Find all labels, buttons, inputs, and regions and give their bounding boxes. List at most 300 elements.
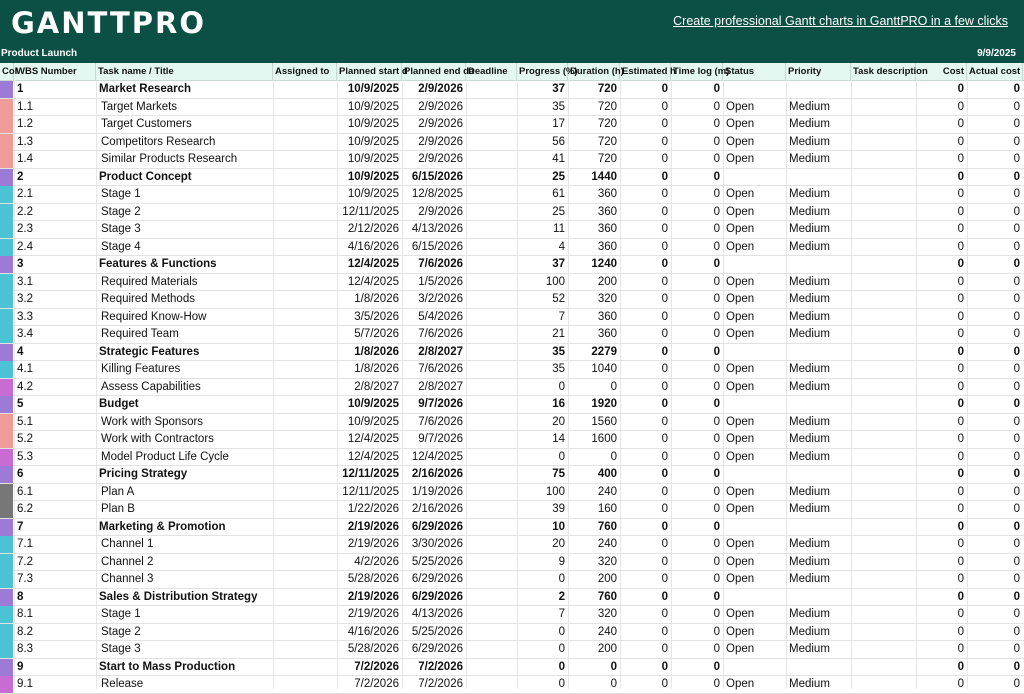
cell-task[interactable]: Work with Contractors xyxy=(101,433,214,445)
cell-cost[interactable]: 0 xyxy=(957,450,964,463)
cell-priority[interactable]: Medium xyxy=(789,363,830,375)
cell-task[interactable]: Killing Features xyxy=(101,363,181,375)
cell-duration[interactable]: 1040 xyxy=(591,363,617,375)
cell-cost[interactable]: 0 xyxy=(957,258,964,270)
cell-duration[interactable]: 320 xyxy=(597,608,617,620)
cell-actual[interactable]: 0 xyxy=(1013,293,1020,305)
cell-cost[interactable]: 0 xyxy=(957,538,964,550)
cell-duration[interactable]: 200 xyxy=(597,643,617,655)
cell-status[interactable]: Open xyxy=(726,205,755,218)
cell-task[interactable]: Plan A xyxy=(101,485,135,498)
cell-est[interactable]: 0 xyxy=(661,520,668,533)
cell-task[interactable]: Strategic Features xyxy=(99,345,200,358)
table-row[interactable] xyxy=(0,204,1024,222)
cell-priority[interactable]: Medium xyxy=(789,135,830,148)
cell-start[interactable]: 12/11/2025 xyxy=(342,468,399,480)
cell-wbs[interactable]: 3 xyxy=(17,258,24,270)
cell-start[interactable]: 12/4/2025 xyxy=(347,275,399,288)
column-header[interactable]: WBS Number xyxy=(14,63,96,80)
cell-progress[interactable]: 37 xyxy=(552,258,565,270)
cell-actual[interactable]: 0 xyxy=(1013,153,1020,165)
cell-cost[interactable]: 0 xyxy=(957,188,964,200)
cell-actual[interactable]: 0 xyxy=(1013,433,1020,445)
cell-wbs[interactable]: 7.3 xyxy=(17,573,33,585)
cell-duration[interactable]: 760 xyxy=(597,520,617,533)
cell-cost[interactable]: 0 xyxy=(957,275,964,288)
cell-duration[interactable]: 320 xyxy=(597,555,617,568)
cell-end[interactable]: 2/9/2026 xyxy=(418,83,463,95)
cell-wbs[interactable]: 2.4 xyxy=(17,240,33,253)
cell-actual[interactable]: 0 xyxy=(1013,188,1020,200)
cell-end[interactable]: 1/5/2026 xyxy=(418,275,463,288)
cell-timelog[interactable]: 0 xyxy=(713,153,720,165)
table-row[interactable] xyxy=(0,116,1024,134)
cell-timelog[interactable]: 0 xyxy=(713,275,720,288)
cell-priority[interactable]: Medium xyxy=(789,573,830,585)
cell-timelog[interactable]: 0 xyxy=(713,678,720,690)
cell-end[interactable]: 5/25/2026 xyxy=(411,555,463,568)
cell-wbs[interactable]: 7.2 xyxy=(17,555,33,568)
cell-progress[interactable]: 0 xyxy=(558,678,565,690)
table-row[interactable] xyxy=(0,571,1024,589)
cell-timelog[interactable]: 0 xyxy=(713,590,720,603)
cell-est[interactable]: 0 xyxy=(661,415,668,428)
cell-wbs[interactable]: 9 xyxy=(17,660,24,673)
cell-priority[interactable]: Medium xyxy=(789,538,830,550)
cell-progress[interactable]: 17 xyxy=(552,118,565,130)
cell-status[interactable]: Open xyxy=(726,608,755,620)
cell-wbs[interactable]: 8.3 xyxy=(17,643,33,655)
cell-status[interactable]: Open xyxy=(726,328,755,340)
cell-progress[interactable]: 10 xyxy=(552,520,565,533)
cell-task[interactable]: Market Research xyxy=(99,83,192,95)
cell-timelog[interactable]: 0 xyxy=(713,310,720,323)
cell-est[interactable]: 0 xyxy=(661,170,668,183)
cell-end[interactable]: 5/4/2026 xyxy=(418,310,463,323)
table-row[interactable] xyxy=(0,676,1024,694)
cell-actual[interactable]: 0 xyxy=(1013,468,1020,480)
cell-priority[interactable]: Medium xyxy=(789,223,830,235)
table-row[interactable] xyxy=(0,221,1024,239)
cell-duration[interactable]: 1240 xyxy=(591,258,617,270)
cell-priority[interactable]: Medium xyxy=(789,450,830,463)
cell-duration[interactable]: 160 xyxy=(597,503,617,515)
cell-task[interactable]: Sales & Distribution Strategy xyxy=(99,590,258,603)
cell-cost[interactable]: 0 xyxy=(957,485,964,498)
cell-cost[interactable]: 0 xyxy=(957,380,964,393)
cell-start[interactable]: 2/19/2026 xyxy=(347,538,399,550)
cell-end[interactable]: 12/8/2025 xyxy=(411,188,463,200)
cell-timelog[interactable]: 0 xyxy=(713,415,720,428)
cell-duration[interactable]: 2279 xyxy=(591,345,617,358)
cell-start[interactable]: 1/22/2026 xyxy=(347,503,399,515)
cell-wbs[interactable]: 1 xyxy=(17,83,24,95)
cell-actual[interactable]: 0 xyxy=(1013,275,1020,288)
cell-actual[interactable]: 0 xyxy=(1013,223,1020,235)
cell-wbs[interactable]: 3.1 xyxy=(17,275,33,288)
cell-cost[interactable]: 0 xyxy=(957,310,964,323)
cell-duration[interactable]: 720 xyxy=(597,100,617,113)
cell-end[interactable]: 7/6/2026 xyxy=(418,328,463,340)
cell-status[interactable]: Open xyxy=(726,643,755,655)
cell-duration[interactable]: 1600 xyxy=(591,433,617,445)
cell-priority[interactable]: Medium xyxy=(789,380,830,393)
cell-timelog[interactable]: 0 xyxy=(713,380,720,393)
table-row[interactable] xyxy=(0,501,1024,519)
cell-est[interactable]: 0 xyxy=(661,275,668,288)
table-row[interactable] xyxy=(0,589,1024,607)
cell-actual[interactable]: 0 xyxy=(1013,398,1020,410)
column-header[interactable]: Priority xyxy=(786,63,851,80)
cell-progress[interactable]: 4 xyxy=(558,240,565,253)
cell-cost[interactable]: 0 xyxy=(957,170,964,183)
table-row[interactable] xyxy=(0,169,1024,187)
column-header[interactable]: Planned end da xyxy=(402,63,466,80)
cell-end[interactable]: 6/29/2026 xyxy=(411,573,463,585)
cell-task[interactable]: Pricing Strategy xyxy=(99,468,188,480)
cell-actual[interactable]: 0 xyxy=(1013,538,1020,550)
cell-progress[interactable]: 14 xyxy=(552,433,565,445)
table-row[interactable] xyxy=(0,256,1024,274)
cell-status[interactable]: Open xyxy=(726,153,755,165)
cell-actual[interactable]: 0 xyxy=(1013,678,1020,690)
cell-task[interactable]: Stage 2 xyxy=(101,205,141,218)
cell-actual[interactable]: 0 xyxy=(1013,625,1020,638)
cell-cost[interactable]: 0 xyxy=(957,608,964,620)
cell-duration[interactable]: 760 xyxy=(597,590,617,603)
cell-priority[interactable]: Medium xyxy=(789,275,830,288)
cell-est[interactable]: 0 xyxy=(661,380,668,393)
cell-actual[interactable]: 0 xyxy=(1013,520,1020,533)
cell-task[interactable]: Stage 1 xyxy=(101,608,141,620)
cell-start[interactable]: 12/11/2025 xyxy=(342,205,399,218)
table-row[interactable] xyxy=(0,151,1024,169)
cell-actual[interactable]: 0 xyxy=(1013,363,1020,375)
cell-task[interactable]: Marketing & Promotion xyxy=(99,520,226,533)
cell-start[interactable]: 2/8/2027 xyxy=(354,380,399,393)
cell-task[interactable]: Stage 3 xyxy=(101,223,141,235)
cell-start[interactable]: 1/8/2026 xyxy=(354,293,399,305)
cell-end[interactable]: 3/30/2026 xyxy=(411,538,463,550)
cell-est[interactable]: 0 xyxy=(661,205,668,218)
cell-progress[interactable]: 20 xyxy=(552,538,565,550)
cell-status[interactable] xyxy=(723,519,786,535)
cell-task[interactable]: Work with Sponsors xyxy=(101,415,204,428)
cell-end[interactable]: 4/13/2026 xyxy=(411,608,463,620)
cell-cost[interactable]: 0 xyxy=(957,223,964,235)
cell-wbs[interactable]: 5.2 xyxy=(17,433,33,445)
cell-end[interactable]: 6/15/2026 xyxy=(411,240,463,253)
cell-status[interactable]: Open xyxy=(726,485,755,498)
cell-priority[interactable]: Medium xyxy=(789,153,830,165)
cell-progress[interactable]: 37 xyxy=(552,83,565,95)
cell-priority[interactable]: Medium xyxy=(789,100,830,113)
cell-status[interactable] xyxy=(723,256,786,272)
cell-timelog[interactable]: 0 xyxy=(713,83,720,95)
cell-start[interactable]: 10/9/2025 xyxy=(347,398,399,410)
cell-actual[interactable]: 0 xyxy=(1013,608,1020,620)
cell-timelog[interactable]: 0 xyxy=(713,520,720,533)
cell-timelog[interactable]: 0 xyxy=(713,363,720,375)
cell-task[interactable]: Competitors Research xyxy=(101,135,216,148)
cell-task[interactable]: Channel 3 xyxy=(101,573,154,585)
table-row[interactable] xyxy=(0,379,1024,397)
cell-end[interactable]: 12/4/2025 xyxy=(411,450,463,463)
cell-start[interactable]: 2/19/2026 xyxy=(347,608,399,620)
cell-status[interactable] xyxy=(723,396,786,412)
cell-start[interactable]: 10/9/2025 xyxy=(347,170,399,183)
cell-wbs[interactable]: 2 xyxy=(17,170,24,183)
cell-cost[interactable]: 0 xyxy=(957,83,964,95)
cell-wbs[interactable]: 8.1 xyxy=(17,608,33,620)
cell-task[interactable]: Stage 2 xyxy=(101,625,141,638)
cell-status[interactable]: Open xyxy=(726,573,755,585)
cell-end[interactable]: 9/7/2026 xyxy=(418,398,463,410)
cell-task[interactable]: Release xyxy=(101,678,144,690)
cell-status[interactable]: Open xyxy=(726,240,755,253)
cell-cost[interactable]: 0 xyxy=(957,153,964,165)
cell-duration[interactable]: 360 xyxy=(597,240,617,253)
cell-priority[interactable] xyxy=(786,81,851,97)
cell-duration[interactable]: 240 xyxy=(597,625,617,638)
cell-timelog[interactable]: 0 xyxy=(713,100,720,113)
cell-progress[interactable]: 61 xyxy=(552,188,565,200)
cell-est[interactable]: 0 xyxy=(661,433,668,445)
cell-est[interactable]: 0 xyxy=(661,153,668,165)
table-row[interactable] xyxy=(0,449,1024,467)
cell-task[interactable]: Required Team xyxy=(101,328,179,340)
cell-cost[interactable]: 0 xyxy=(957,555,964,568)
table-row[interactable] xyxy=(0,291,1024,309)
cell-task[interactable]: Channel 2 xyxy=(101,555,154,568)
cell-timelog[interactable]: 0 xyxy=(713,293,720,305)
cell-progress[interactable]: 20 xyxy=(552,415,565,428)
cell-status[interactable] xyxy=(723,589,786,605)
table-row[interactable] xyxy=(0,536,1024,554)
cell-progress[interactable]: 39 xyxy=(552,503,565,515)
cell-end[interactable]: 2/16/2026 xyxy=(411,468,463,480)
table-row[interactable] xyxy=(0,414,1024,432)
cell-priority[interactable] xyxy=(786,396,851,412)
table-row[interactable] xyxy=(0,309,1024,327)
cell-progress[interactable]: 7 xyxy=(558,608,565,620)
cell-task[interactable]: Stage 1 xyxy=(101,188,141,200)
column-header[interactable]: Assigned to xyxy=(273,63,337,80)
cell-task[interactable]: Channel 1 xyxy=(101,538,154,550)
cell-actual[interactable]: 0 xyxy=(1013,555,1020,568)
cell-timelog[interactable]: 0 xyxy=(713,450,720,463)
column-header[interactable]: Cost xyxy=(916,63,967,80)
cell-cost[interactable]: 0 xyxy=(957,520,964,533)
cell-progress[interactable]: 0 xyxy=(558,660,565,673)
cell-wbs[interactable]: 4.2 xyxy=(17,380,33,393)
cell-duration[interactable]: 720 xyxy=(597,83,617,95)
cell-wbs[interactable]: 9.1 xyxy=(17,678,33,690)
cell-timelog[interactable]: 0 xyxy=(713,660,720,673)
cell-timelog[interactable]: 0 xyxy=(713,433,720,445)
cell-start[interactable]: 10/9/2025 xyxy=(347,188,399,200)
cell-progress[interactable]: 52 xyxy=(552,293,565,305)
cell-duration[interactable]: 200 xyxy=(597,573,617,585)
cell-timelog[interactable]: 0 xyxy=(713,135,720,148)
cell-progress[interactable]: 75 xyxy=(552,468,565,480)
cell-duration[interactable]: 1920 xyxy=(591,398,617,410)
cell-end[interactable]: 6/29/2026 xyxy=(411,520,463,533)
cell-start[interactable]: 4/16/2026 xyxy=(347,625,399,638)
cell-start[interactable]: 12/4/2025 xyxy=(347,433,399,445)
cell-task[interactable]: Product Concept xyxy=(99,170,192,183)
cell-wbs[interactable]: 1.4 xyxy=(17,153,33,165)
cell-cost[interactable]: 0 xyxy=(957,135,964,148)
column-header[interactable]: Task name / Title xyxy=(96,63,273,80)
cell-end[interactable]: 2/16/2026 xyxy=(411,503,463,515)
cell-est[interactable]: 0 xyxy=(661,678,668,690)
table-row[interactable] xyxy=(0,519,1024,537)
cell-actual[interactable]: 0 xyxy=(1013,328,1020,340)
cell-task[interactable]: Target Markets xyxy=(101,100,178,113)
cell-cost[interactable]: 0 xyxy=(957,415,964,428)
column-header[interactable]: Status xyxy=(723,63,786,80)
cell-timelog[interactable]: 0 xyxy=(713,240,720,253)
cell-cost[interactable]: 0 xyxy=(957,573,964,585)
column-header[interactable]: Actual cost xyxy=(967,63,1023,80)
table-row[interactable] xyxy=(0,81,1024,99)
cell-est[interactable]: 0 xyxy=(661,468,668,480)
table-row[interactable] xyxy=(0,554,1024,572)
table-row[interactable] xyxy=(0,326,1024,344)
cell-progress[interactable]: 7 xyxy=(558,310,565,323)
cell-actual[interactable]: 0 xyxy=(1013,83,1020,95)
cell-cost[interactable]: 0 xyxy=(957,100,964,113)
cell-end[interactable]: 2/8/2027 xyxy=(418,380,463,393)
cell-actual[interactable]: 0 xyxy=(1013,310,1020,323)
cell-duration[interactable]: 360 xyxy=(597,328,617,340)
cell-start[interactable]: 7/2/2026 xyxy=(354,678,399,690)
cell-duration[interactable]: 320 xyxy=(597,293,617,305)
cell-progress[interactable]: 0 xyxy=(558,573,565,585)
cell-timelog[interactable]: 0 xyxy=(713,188,720,200)
cell-timelog[interactable]: 0 xyxy=(713,573,720,585)
cell-progress[interactable]: 35 xyxy=(552,100,565,113)
cell-wbs[interactable]: 1.3 xyxy=(17,135,33,148)
cell-actual[interactable]: 0 xyxy=(1013,503,1020,515)
cell-est[interactable]: 0 xyxy=(661,118,668,130)
column-header[interactable]: Time log (m) xyxy=(671,63,723,80)
cell-duration[interactable]: 720 xyxy=(597,118,617,130)
cell-start[interactable]: 5/28/2026 xyxy=(347,573,399,585)
cell-est[interactable]: 0 xyxy=(661,450,668,463)
cell-status[interactable] xyxy=(723,169,786,185)
cell-timelog[interactable]: 0 xyxy=(713,625,720,638)
cell-start[interactable]: 1/8/2026 xyxy=(354,363,399,375)
cell-task[interactable]: Similar Products Research xyxy=(101,153,238,165)
cell-start[interactable]: 2/19/2026 xyxy=(347,590,399,603)
cell-task[interactable]: Stage 4 xyxy=(101,240,141,253)
cell-status[interactable]: Open xyxy=(726,100,755,113)
cell-timelog[interactable]: 0 xyxy=(713,538,720,550)
cell-actual[interactable]: 0 xyxy=(1013,485,1020,498)
table-row[interactable] xyxy=(0,466,1024,484)
cell-status[interactable] xyxy=(723,81,786,97)
cell-start[interactable]: 12/11/2025 xyxy=(342,485,399,498)
cell-end[interactable]: 2/9/2026 xyxy=(418,118,463,130)
cell-cost[interactable]: 0 xyxy=(957,345,964,358)
cell-start[interactable]: 3/5/2026 xyxy=(354,310,399,323)
cell-task[interactable]: Target Customers xyxy=(101,118,192,130)
cell-est[interactable]: 0 xyxy=(661,660,668,673)
cell-status[interactable]: Open xyxy=(726,415,755,428)
cell-status[interactable]: Open xyxy=(726,678,755,690)
cell-end[interactable]: 7/2/2026 xyxy=(418,678,463,690)
cell-priority[interactable]: Medium xyxy=(789,625,830,638)
column-header[interactable]: Col xyxy=(0,63,14,80)
cell-duration[interactable]: 1560 xyxy=(591,415,617,428)
cell-task[interactable]: Required Methods xyxy=(101,293,195,305)
cell-task[interactable]: Model Product Life Cycle xyxy=(101,450,229,463)
cell-status[interactable]: Open xyxy=(726,380,755,393)
cell-start[interactable]: 10/9/2025 xyxy=(347,100,399,113)
cell-duration[interactable]: 0 xyxy=(610,450,617,463)
cell-wbs[interactable]: 5.3 xyxy=(17,450,33,463)
cell-timelog[interactable]: 0 xyxy=(713,170,720,183)
cell-est[interactable]: 0 xyxy=(661,310,668,323)
cell-wbs[interactable]: 6.2 xyxy=(17,503,33,515)
cell-priority[interactable]: Medium xyxy=(789,503,830,515)
cell-end[interactable]: 6/15/2026 xyxy=(411,170,463,183)
cell-actual[interactable]: 0 xyxy=(1013,100,1020,113)
cell-status[interactable]: Open xyxy=(726,135,755,148)
cell-start[interactable]: 2/12/2026 xyxy=(347,223,399,235)
table-row[interactable] xyxy=(0,484,1024,502)
table-row[interactable] xyxy=(0,624,1024,642)
cell-task[interactable]: Stage 3 xyxy=(101,643,141,655)
cell-timelog[interactable]: 0 xyxy=(713,258,720,270)
cell-est[interactable]: 0 xyxy=(661,398,668,410)
cell-start[interactable]: 1/8/2026 xyxy=(354,345,399,358)
cell-cost[interactable]: 0 xyxy=(957,240,964,253)
cell-duration[interactable]: 360 xyxy=(597,205,617,218)
cell-timelog[interactable]: 0 xyxy=(713,555,720,568)
cell-status[interactable] xyxy=(723,466,786,482)
column-header[interactable]: Planned start d xyxy=(337,63,402,80)
column-header[interactable]: Deadline xyxy=(466,63,517,80)
cell-est[interactable]: 0 xyxy=(661,573,668,585)
cell-timelog[interactable]: 0 xyxy=(713,485,720,498)
cell-cost[interactable]: 0 xyxy=(957,503,964,515)
cell-duration[interactable]: 720 xyxy=(597,135,617,148)
cell-end[interactable]: 2/9/2026 xyxy=(418,135,463,148)
cell-priority[interactable]: Medium xyxy=(789,293,830,305)
cell-wbs[interactable]: 7.1 xyxy=(17,538,33,550)
cell-wbs[interactable]: 2.2 xyxy=(17,205,33,218)
cell-timelog[interactable]: 0 xyxy=(713,345,720,358)
cell-priority[interactable] xyxy=(786,169,851,185)
cell-priority[interactable]: Medium xyxy=(789,118,830,130)
cell-est[interactable]: 0 xyxy=(661,485,668,498)
cell-cost[interactable]: 0 xyxy=(957,205,964,218)
cell-duration[interactable]: 0 xyxy=(610,678,617,690)
cell-est[interactable]: 0 xyxy=(661,503,668,515)
promo-link[interactable]: Create professional Gantt charts in GanttPRO in a few clicks xyxy=(673,14,1008,28)
cell-cost[interactable]: 0 xyxy=(957,118,964,130)
cell-start[interactable]: 2/19/2026 xyxy=(347,520,399,533)
cell-end[interactable]: 9/7/2026 xyxy=(418,433,463,445)
column-header[interactable]: Progress (%) xyxy=(517,63,568,80)
cell-timelog[interactable]: 0 xyxy=(713,223,720,235)
cell-status[interactable]: Open xyxy=(726,555,755,568)
cell-priority[interactable]: Medium xyxy=(789,643,830,655)
cell-actual[interactable]: 0 xyxy=(1013,240,1020,253)
